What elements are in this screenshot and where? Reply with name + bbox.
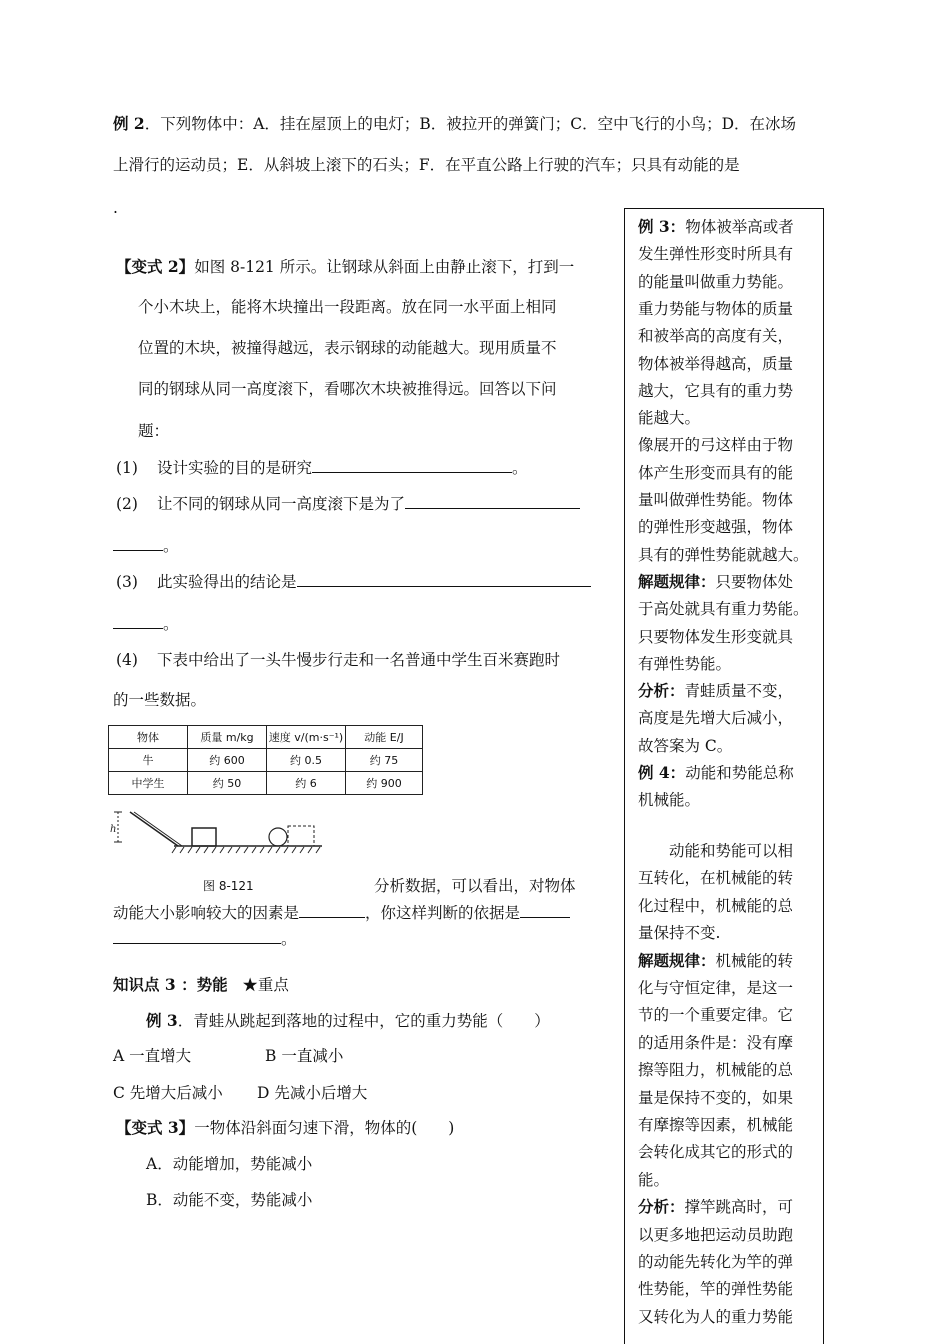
question-3-text: 此实验得出的结论是 [157,573,297,591]
question-2-number: (2) [116,495,138,513]
example-3-text: ．青蛙从跳起到落地的过程中，它的重力势能（ ） [177,1012,550,1030]
sidebar-line-text: 能。 [638,1170,670,1189]
question-1 [157,458,528,478]
sidebar-line [638,435,793,455]
knowledge-point-3 [113,975,289,995]
sidebar-line-text: 机械能。 [638,791,701,810]
variant-2-line-3: 位置的木块，被撞得越远，表示钢球的动能越大。现用质量不 [138,339,557,357]
sidebar-line [638,841,793,861]
analysis-text-b: ，你这样判断的依据是 [365,904,521,922]
sidebar-line [638,951,793,971]
sidebar-line-text: 的能量叫做重力势能。 [638,272,794,291]
sidebar-line [638,1088,793,1108]
sidebar-line-text: 只要物体处 [715,572,794,591]
sidebar-line-text: 化过程中，机械能的总 [638,896,794,915]
table-header-row [109,726,423,749]
question-4-cont: 的一些数据。 [113,691,207,709]
analysis-line-2 [113,903,570,923]
sidebar-line-text: 青蛙质量不变， [684,682,794,701]
sidebar-line-text: 重力势能与物体的质量 [638,299,794,318]
sidebar-line-text: 和被举高的高度有关， [638,327,794,346]
sidebar-line-text: 体产生形变而具有的能 [638,463,794,482]
sidebar-line-text: 的弹性形变越强，物体 [638,518,794,537]
sidebar-line-text: 互转化，在机械能的转 [638,869,794,888]
sidebar-line [638,1005,793,1025]
sidebar-line-text: 性势能，竿的弹性势能 [638,1280,794,1299]
question-2 [157,494,580,514]
sidebar-line [638,923,720,943]
sidebar-line [638,736,732,756]
sidebar-line-text: 能越大。 [638,409,701,428]
sidebar-line [638,654,731,674]
example-3-option-c: C 先增大后减小 [113,1084,223,1102]
variant-2-line-1 [116,257,574,277]
sidebar-line-label: 例 4： [638,763,686,782]
sidebar-line-text: 机械能的转 [715,951,794,970]
sidebar-line-text: 量是保持不变的，如果 [638,1088,794,1107]
sidebar-line-text: 具有的弹性势能就越大。 [638,545,809,564]
analysis-end: 。 [281,930,297,948]
sidebar-line-text: 撑竿跳高时，可 [684,1198,794,1217]
answer-blank-4b[interactable] [520,903,570,918]
example-2-label: 例 2 [113,114,145,133]
sidebar-line [638,708,793,728]
sidebar-line [638,272,793,292]
table-cell: 约 0.5 [267,749,346,772]
sidebar-line [638,627,793,647]
sidebar-line-text: 量保持不变. [638,924,721,943]
example-2-line-1 [113,114,796,134]
sidebar-line [638,1142,793,1162]
analysis-text-a: 动能大小影响较大的因素是 [113,904,300,922]
sidebar-line-text: 高度是先增大后减小， [638,709,794,728]
sidebar-line-text: 又转化为人的重力势能 [638,1307,794,1326]
steel-ball [269,828,287,846]
sidebar-line-text: 物体被举高或者 [685,218,794,236]
sidebar-line-text: 节的一个重要定律。它 [638,1006,794,1025]
example-3-option-d: D 先减小后增大 [257,1084,368,1102]
sidebar-line-text: 只要物体发生形变就具 [638,627,794,646]
example-3 [146,1011,550,1031]
sidebar-line-text: 的动能先转化为竿的弹 [638,1253,794,1271]
question-2-cont [113,536,179,556]
example-3-option-b: B 一直减小 [265,1047,344,1065]
sidebar-line-text: 化与守恒定律，是这一 [638,979,794,997]
sidebar-line [638,217,794,237]
ramp-experiment-figure [108,808,328,858]
sidebar-line-label: 解题规律： [638,571,716,591]
table-cell: 牛 [109,749,188,772]
sidebar-line [638,599,809,619]
sidebar-line-text: 有摩擦等因素，机械能 [638,1116,794,1134]
variant-2-line-5: 题： [138,422,170,440]
question-1-text: 设计实验的目的是研究 [157,459,313,477]
table-cell: 约 900 [346,772,423,795]
sidebar-line [638,1060,793,1080]
sidebar-line-text: 擦等阻力，机械能的总 [638,1061,794,1080]
wood-block [192,828,216,846]
example-3-label: 例 3 [146,1011,178,1030]
table-header-cell: 动能 E/J [346,726,423,749]
variant-3 [116,1118,454,1138]
sidebar-line-text: 量叫做弹性势能。物体 [638,491,794,509]
sidebar-line-label: 解题规律： [638,950,716,970]
question-4-text: 下表中给出了一头牛慢步行走和一名普通中学生百米赛跑时 [157,651,561,669]
sidebar-line [638,490,793,510]
sidebar-line [638,1279,793,1299]
question-3-end: 。 [163,615,179,633]
sidebar-line [638,1307,793,1327]
example-2-text: ．下列物体中：A．挂在屋顶上的电灯；B．被拉开的弹簧门；C．空中飞行的小鸟；D．在冰场 [144,115,797,133]
answer-blank-1[interactable] [312,458,512,473]
knowledge-point-title: 知识点 3 ：势能 [113,975,228,994]
sidebar-line-text: 以更多地把运动员助跑 [638,1225,794,1244]
answer-blank-2a[interactable] [405,494,580,509]
sidebar-line [638,978,793,998]
sidebar-line-label: 例 3： [638,217,686,236]
variant-2-text: 如图 8-121 所示。让钢球从斜面上由静止滚下，打到一 [194,258,575,276]
sidebar-line [638,381,793,401]
answer-blank-3b[interactable] [113,614,163,629]
sidebar-line-text: 于高处就具有重力势能。 [638,600,809,619]
table-header-cell: 速度 v/(m·s⁻¹) [267,726,346,749]
moved-block [288,826,314,846]
answer-blank-4a[interactable] [299,903,365,918]
sidebar-line [638,681,793,701]
sidebar-line-text: 物体被举得越高，质量 [638,354,794,373]
sidebar-line [638,572,793,592]
table-row [109,772,423,795]
example-2-line-3: . [113,199,118,217]
sidebar-line [638,1033,793,1053]
sidebar-line [638,463,793,483]
sidebar-line [638,354,793,374]
question-3 [157,572,591,592]
variant-2-label: 【变式 2】 [116,257,195,276]
example-3-option-a: A 一直增大 [113,1047,192,1065]
variant-3-label: 【变式 3】 [116,1118,195,1137]
sidebar-line [638,1225,793,1245]
figure-caption: 图 8-121 [203,879,254,893]
height-label: h [110,824,117,835]
sidebar-line-text: 发生弹性形变时所具有 [638,245,794,264]
sidebar-line-text: 动能和势能总称 [685,764,794,782]
sidebar-line-text: 故答案为 C。 [638,736,733,755]
variant-3-option-b: B．动能不变，势能减小 [146,1191,313,1209]
sidebar-notes-box [624,208,824,1344]
answer-blank-2b[interactable] [113,536,163,551]
sidebar-line [638,763,794,783]
variant-3-text: 一物体沿斜面匀速下滑，物体的( ) [194,1119,455,1137]
sidebar-line [638,790,700,810]
sidebar-line [638,244,793,264]
table-cell: 约 600 [188,749,267,772]
sidebar-line [638,326,793,346]
question-1-number: (1) [116,459,138,477]
variant-2-line-2: 个小木块上，能将木块撞出一段距离。放在同一水平面上相同 [138,298,557,316]
sidebar-line [638,299,793,319]
sidebar-line-label: 分析： [638,681,685,701]
question-4-number: (4) [116,651,138,669]
table-header-cell: 物体 [109,726,188,749]
sidebar-line [638,408,700,428]
sidebar-line-text: 有弹性势能。 [638,654,732,673]
sidebar-line [638,1197,793,1217]
key-point-star: ★重点 [242,976,289,994]
table-cell: 约 75 [346,749,423,772]
sidebar-line [638,545,809,565]
sidebar-line [638,1170,669,1190]
sidebar-line-text: 动能和势能可以相 [638,842,794,860]
example-2-line-2: 上滑行的运动员；E．从斜坡上滚下的石头；F．在平直公路上行驶的汽车；只具有动能的是 [113,156,740,174]
data-table [108,725,423,795]
analysis-line-3 [113,929,297,949]
sidebar-line-text: 像展开的弓这样由于物 [638,436,794,455]
sidebar-line-text: 的适用条件是：没有摩 [638,1033,794,1052]
sidebar-line-label: 分析： [638,1197,685,1217]
answer-blank-3a[interactable] [297,572,591,587]
sidebar-line [638,517,793,537]
sidebar-line [638,868,793,888]
sidebar-line [638,896,793,916]
table-cell: 约 6 [267,772,346,795]
sidebar-line [638,1252,793,1272]
variant-3-option-a: A．动能增加，势能减小 [146,1155,313,1173]
variant-2-line-4: 同的钢球从同一高度滚下，看哪次木块被推得远。回答以下问 [138,380,557,398]
sidebar-line-text: 会转化成其它的形式的 [638,1143,794,1162]
analysis-line-1: 分析数据，可以看出，对物体 [374,877,576,895]
table-cell: 中学生 [109,772,188,795]
question-3-number: (3) [116,573,138,591]
question-2-text: 让不同的钢球从同一高度滚下是为了 [157,495,406,513]
table-cell: 约 50 [188,772,267,795]
answer-blank-4c[interactable] [113,929,281,944]
sidebar-line [638,1115,793,1135]
question-1-end: 。 [512,459,528,477]
question-3-cont [113,614,179,634]
table-row [109,749,423,772]
table-header-cell: 质量 m/kg [188,726,267,749]
question-2-end: 。 [163,537,179,555]
sidebar-line-text: 越大，它具有的重力势 [638,381,794,400]
